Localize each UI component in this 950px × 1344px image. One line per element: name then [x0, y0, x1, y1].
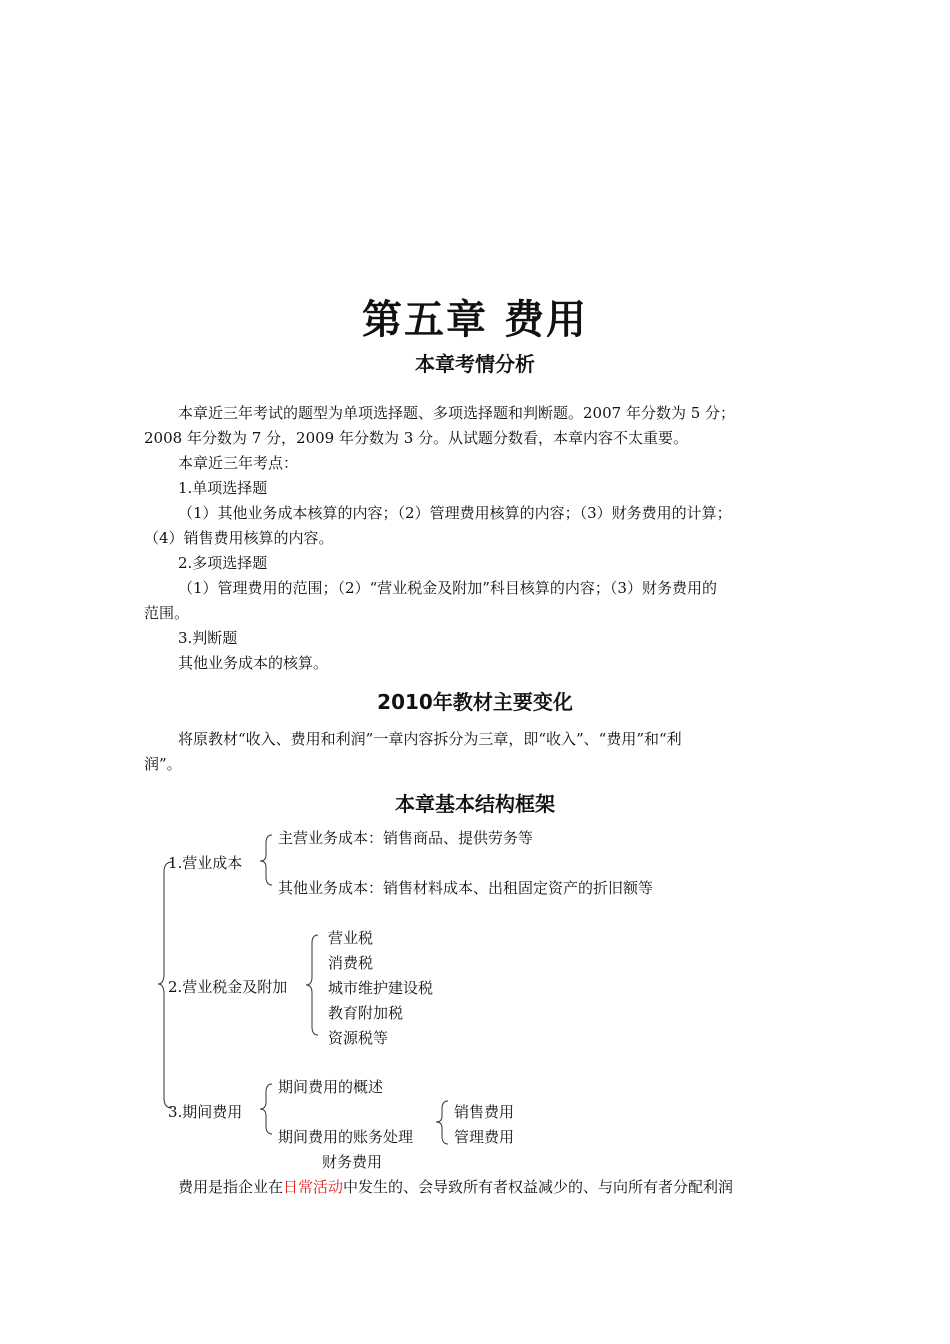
textbook-changes-line1: 将原教材“收入、费用和利润”一章内容拆分为三章，即“收入”、“费用”和“利 — [178, 730, 682, 748]
tax-item: 城市维护建设税 — [328, 979, 434, 997]
accounting-brace — [436, 1101, 448, 1144]
tax-item: 消费税 — [328, 954, 374, 972]
exam-points-label: 本章近三年考点： — [178, 454, 299, 472]
period-expense-label: 3.期间费用 — [168, 1103, 243, 1121]
single-choice-label: 1.单项选择题 — [178, 479, 268, 497]
textbook-changes-heading: 2010年教材主要变化 — [377, 690, 573, 714]
multiple-choice-line1: （1）管理费用的范围；（2）“营业税金及附加”科目核算的内容；（3）财务费用的 — [178, 579, 717, 597]
tax-surcharge-label: 2.营业税金及附加 — [168, 978, 288, 996]
expense-sub-item: 销售费用 — [454, 1103, 515, 1121]
tax-brace — [306, 935, 318, 1035]
expense-definition — [178, 1176, 733, 1197]
definition-highlight: 日常活动 — [283, 1178, 344, 1196]
period-expense-accounting: 期间费用的账务处理 — [278, 1128, 414, 1146]
tax-item: 教育附加税 — [328, 1004, 404, 1022]
textbook-changes-line2: 润”。 — [144, 755, 182, 773]
exam-intro-line2: 2008 年分数为 7 分，2009 年分数为 3 分。从试题分数看，本章内容不太重要。 — [144, 429, 689, 447]
exam-intro-line1: 本章近三年考试的题型为单项选择题、多项选择题和判断题。2007 年分数为 5 分； — [178, 404, 736, 422]
definition-after: 中发生的、会导致所有者权益减少的、与向所有者分配利润 — [343, 1178, 734, 1196]
multiple-choice-line2: 范围。 — [144, 604, 190, 622]
judgment-line1: 其他业务成本的核算。 — [178, 654, 329, 672]
multiple-choice-label: 2.多项选择题 — [178, 554, 268, 572]
chapter-title: 第五章 费用 — [362, 296, 588, 343]
expense-sub-item: 财务费用 — [322, 1153, 383, 1171]
framework-heading: 本章基本结构框架 — [395, 792, 555, 816]
single-choice-line2: （4）销售费用核算的内容。 — [144, 529, 334, 547]
operating-cost-brace — [260, 835, 272, 885]
period-expense-overview: 期间费用的概述 — [278, 1078, 384, 1096]
tax-item: 资源税等 — [328, 1029, 389, 1047]
other-business-cost: 其他业务成本：销售材料成本、出租固定资产的折旧额等 — [278, 879, 654, 897]
period-expense-brace — [260, 1084, 272, 1134]
single-choice-line1: （1）其他业务成本核算的内容；（2）管理费用核算的内容；（3）财务费用的计算； — [178, 504, 732, 522]
operating-cost-label: 1.营业成本 — [168, 854, 243, 872]
expense-sub-item: 管理费用 — [454, 1128, 515, 1146]
definition-before: 费用是指企业在 — [178, 1178, 284, 1196]
tax-item: 营业税 — [328, 929, 374, 947]
main-business-cost: 主营业务成本：销售商品、提供劳务等 — [278, 829, 534, 847]
exam-analysis-heading: 本章考情分析 — [415, 352, 535, 376]
judgment-label: 3.判断题 — [178, 629, 238, 647]
